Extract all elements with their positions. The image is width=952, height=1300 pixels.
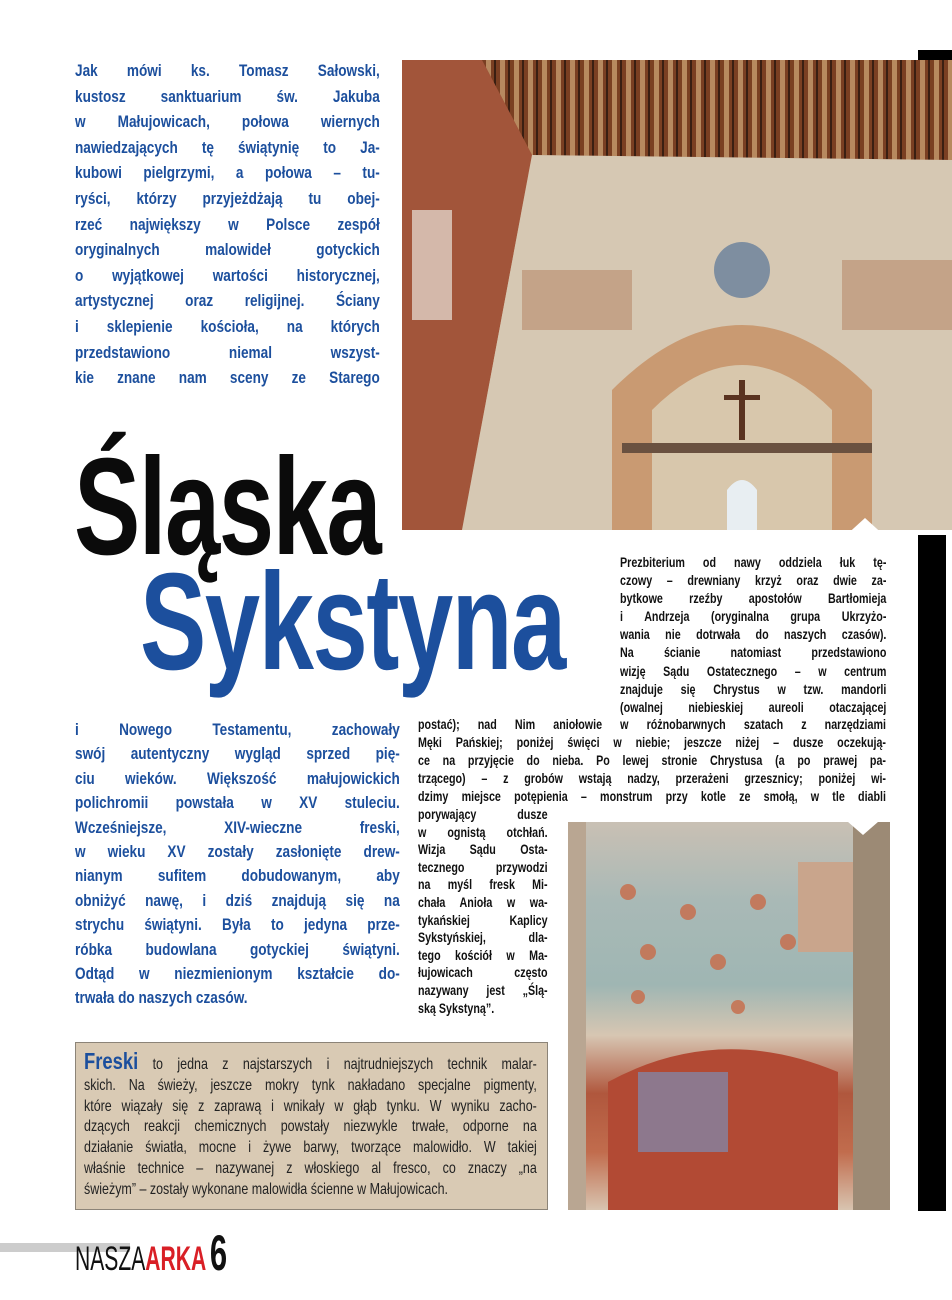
text-line: i Andrzeja (oryginalna grupa Ukrzyżo- (620, 609, 887, 625)
text-line: postać); nad Nim aniołowie w różnobarwnych szatach z narzędziami (418, 717, 886, 732)
box-text: to jedna z najstarszych i najtrudniejszych technik malar- (138, 1056, 537, 1073)
text-line: nawiedzających tę świątynię to Ja- (75, 137, 380, 157)
text-line: na myśl fresk Mi- (418, 877, 548, 893)
text-line: wania nie dotrwała do naszych czasów). (620, 627, 887, 643)
text-line: Prezbiterium od nawy oddziela łuk tę- (620, 555, 887, 570)
last-judgement-fresco-photo (568, 822, 890, 1210)
text-line: (owalnej niebieskiej aureoli otaczającej (620, 699, 887, 715)
text-line: w wieku XV zostały zasłonięte drew- (75, 842, 400, 862)
text-line: strychu świątyni. Była to jedyna prze- (75, 915, 400, 935)
box-text-line: właśnie technice – nazywanej z włoskiego al fresco, co znaczy „na (84, 1159, 537, 1177)
text-line: kie znane nam sceny ze Starego (75, 368, 380, 388)
title-line-2: Sykstyna (140, 545, 565, 699)
text-line: nazywany jest „Ślą- (418, 982, 548, 998)
text-line: oryginalnych malowideł gotyckich (75, 240, 380, 260)
text-line: łujowicach często (418, 965, 548, 981)
box-heading: Freski (84, 1048, 139, 1074)
text-line: trwała do naszych czasów. (75, 988, 248, 1008)
text-line: przedstawiono niemal wszyst- (75, 342, 380, 362)
text-line: bytkowe rzeźby apostołów Bartłomieja (620, 591, 887, 607)
text-line: tykańskiej Kaplicy (418, 912, 548, 928)
text-line: nianym sufitem dobudowanym, aby (75, 866, 400, 886)
box-text-line (84, 1048, 537, 1076)
text-line: wizję Sądu Ostatecznego – w centrum (620, 663, 887, 679)
text-line: ską Sykstyną”. (418, 1000, 495, 1016)
text-line: i sklepienie kościoła, na których (75, 316, 380, 336)
text-line: polichromii powstała w XV stuleciu. (75, 793, 400, 813)
box-text-line: skich. Na świeży, jeszcze mokry tynk nakładano specjalne pigmenty, (84, 1076, 537, 1094)
intro-text (75, 58, 456, 391)
text-line: trzącego) – z grobów wstają nadzy, przerażeni grzesznicy; poniżej wi- (418, 771, 886, 787)
body-text (75, 718, 481, 1011)
triangle-marker-down (840, 815, 886, 835)
text-line: artystycznej oraz religijnej. Ściany (75, 291, 380, 311)
text-line: Sykstyńskiej, dla- (418, 930, 548, 946)
triangle-marker-up (843, 518, 887, 538)
frescoes-info-box (75, 1042, 548, 1210)
text-line: chała Anioła w wa- (418, 894, 548, 910)
text-line: w ognistą otchłań. (418, 824, 548, 840)
text-line: tecznego przywodzi (418, 859, 548, 875)
text-line: znajduje się Chrystus w tzw. mandorli (620, 681, 887, 697)
text-line: Wcześniejsze, XIV-wieczne freski, (75, 817, 400, 837)
church-interior-image (402, 60, 952, 530)
text-line: róbka budowlana gotyckiej świątyni. (75, 939, 400, 959)
caption-text (620, 554, 952, 717)
text-line: Wizja Sądu Osta- (418, 842, 548, 858)
magazine-logo (75, 1224, 227, 1282)
text-line: rzeć największy w Polsce zespół (75, 214, 380, 234)
text-line: dzimy miejsce potępienia – monstrum przy kotle ze smołą, w tle diabli (418, 789, 886, 805)
box-text-line: świeżym” – zostały wykonane malowidła ścienne w Małujowicach. (84, 1180, 448, 1198)
fresco-image (568, 822, 890, 1210)
text-line: Jak mówi ks. Tomasz Sałowski, (75, 61, 380, 80)
text-line: ciu wieków. Większość małujowickich (75, 768, 400, 788)
text-line: Na ścianie natomiast przedstawiono (620, 645, 887, 661)
text-line: o wyjątkowej wartości historycznej, (75, 265, 380, 285)
caption-text-wide (418, 716, 952, 806)
text-line: i Nowego Testamentu, zachowały (75, 720, 400, 739)
text-line: Męki Pańskiej; poniżej święci w niebie; jeszcze niżej – dusze oczekują- (418, 735, 886, 751)
text-line: czowy – drewniany krzyż oraz dwie za- (620, 573, 887, 589)
text-line: ryści, którzy przyjeżdżają tu obej- (75, 188, 380, 208)
church-interior-photo (402, 60, 952, 530)
box-text-line: które wiązały się z zaprawą i wnikały w głąb tynku. W wyniku zacho- (84, 1097, 537, 1115)
logo-nasza: NASZA (75, 1240, 146, 1278)
text-line: Odtąd w niezmienionym kształcie do- (75, 964, 400, 984)
title-line-1: Śląska (74, 430, 381, 584)
text-line: kustosz sanktuarium św. Jakuba (75, 86, 380, 106)
page-number: 6 (209, 1225, 228, 1281)
text-line: obniżyć nawę, i dziś znajdują się na (75, 890, 400, 910)
text-line: ce na przyjęcie do nieba. Po lewej stronie Chrystusa (a po prawej pa- (418, 753, 886, 769)
box-text-line: działanie światła, mocne i żywe barwy, tworzące malowidło. W takiej (84, 1139, 537, 1157)
text-line: w Małujowicach, połowa wiernych (75, 112, 380, 132)
box-text-line: dzących reakcji chemicznych powstały niezwykle trwałe, odporne na (84, 1118, 537, 1136)
logo-arka: ARKA (145, 1240, 207, 1278)
text-line: swój autentyczny wygląd sprzed pię- (75, 744, 400, 764)
text-line: porywający dusze (418, 807, 548, 822)
text-line: kubowi pielgrzymi, a połowa – tu- (75, 163, 380, 183)
text-line: tego kościół w Ma- (418, 947, 548, 963)
